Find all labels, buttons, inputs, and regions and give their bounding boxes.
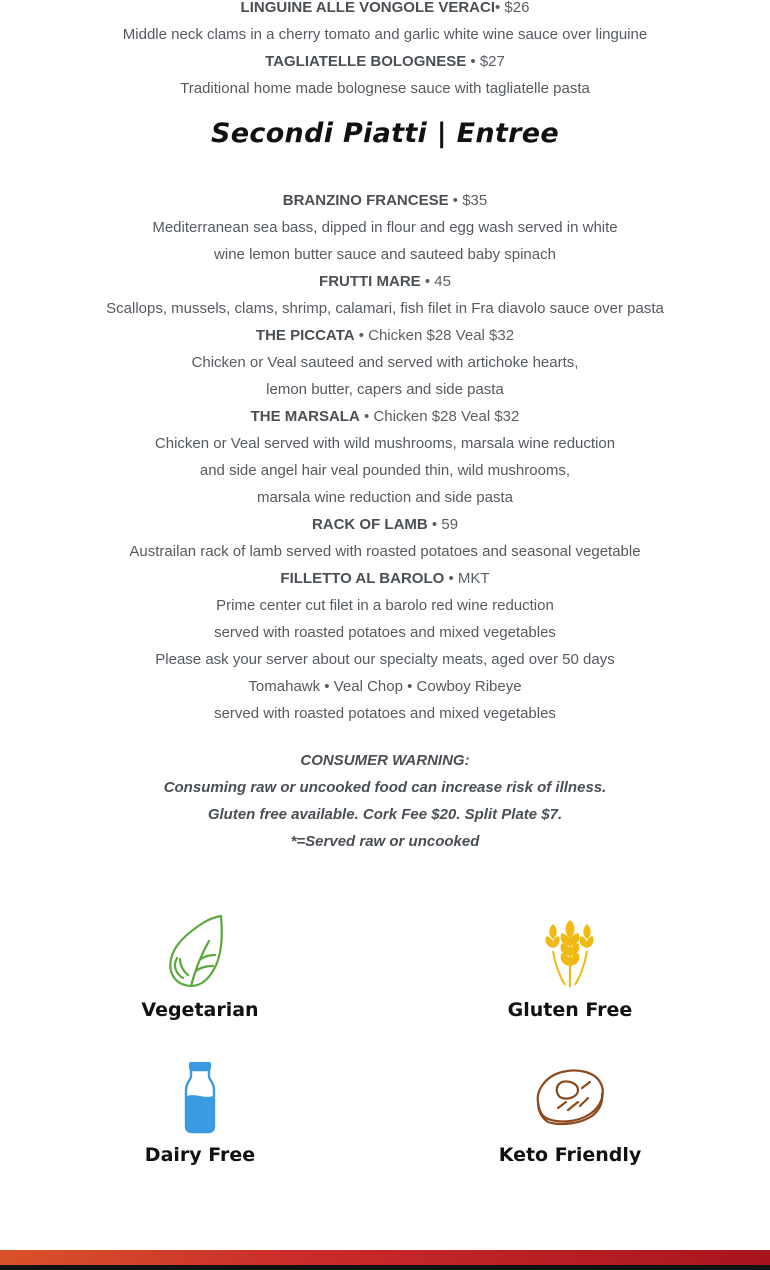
warning-line-raw: Consuming raw or uncooked food can increase risk of illness. <box>163 779 607 796</box>
milk-bottle-icon <box>165 1060 235 1134</box>
dish-name: FRUTTI MARE <box>319 273 421 290</box>
secondi-menu-list <box>0 187 770 727</box>
dish-line <box>0 268 770 295</box>
dish-description: lemon butter, capers and side pasta <box>266 381 504 398</box>
dish-line <box>0 403 770 430</box>
section-title-secondi: Secondi Piatti | Entree <box>211 118 559 149</box>
diet-gluten-free <box>440 915 700 1021</box>
dish-description: Middle neck clams in a cherry tomato and garlic white wine sauce over linguine <box>122 26 648 43</box>
dish-price: • $35 <box>448 192 488 209</box>
steak-icon <box>532 1060 608 1134</box>
dish-price: • Chicken $28 Veal $32 <box>354 327 515 344</box>
consumer-warning <box>0 747 770 855</box>
dish-line <box>0 322 770 349</box>
warning-line-raw-note: *=Served raw or uncooked <box>290 833 480 850</box>
dish-name: THE PICCATA <box>255 327 355 344</box>
dish-description: wine lemon butter sauce and sauteed baby spinach <box>214 246 556 263</box>
dish-name: LINGUINE ALLE VONGOLE VERACI <box>240 0 495 16</box>
dish-description: Traditional home made bolognese sauce with tagliatelle pasta <box>180 80 590 97</box>
dish-description: Chicken or Veal sauteed and served with artichoke hearts, <box>191 354 579 371</box>
diet-label-dairy-free: Dairy Free <box>144 1144 256 1166</box>
dish-description: Austrailan rack of lamb served with roasted potatoes and seasonal vegetable <box>129 543 641 560</box>
dish-description: Please ask your server about our specialty meats, aged over 50 days <box>155 651 615 668</box>
dish-line <box>0 187 770 214</box>
dish-name: FILLETTO AL BAROLO <box>280 570 445 587</box>
dish-price: • 59 <box>427 516 459 533</box>
diet-keto-friendly <box>440 1060 700 1166</box>
dish-description: Tomahawk • Veal Chop • Cowboy Ribeye <box>248 678 522 695</box>
dish-name: RACK OF LAMB <box>311 516 428 533</box>
dish-description: Mediterranean sea bass, dipped in flour and egg wash served in white <box>152 219 618 236</box>
dish-description: served with roasted potatoes and mixed vegetables <box>214 705 556 722</box>
dish-name: BRANZINO FRANCESE <box>282 192 449 209</box>
dish-price: • Chicken $28 Veal $32 <box>359 408 520 425</box>
dish-price: • MKT <box>444 570 490 587</box>
dish-price: • 45 <box>420 273 451 290</box>
wheat-icon <box>535 915 605 989</box>
dish-description: Scallops, mussels, clams, shrimp, calamari, fish filet in Fra diavolo sauce over pasta <box>106 300 664 317</box>
dish-price: • $26 <box>495 0 530 16</box>
dish-description: Prime center cut filet in a barolo red wine reduction <box>216 597 554 614</box>
dish-name: TAGLIATELLE BOLOGNESE <box>265 53 467 70</box>
dish-name: THE MARSALA <box>250 408 360 425</box>
warning-title: CONSUMER WARNING: <box>300 752 470 769</box>
dish-description: and side angel hair veal pounded thin, wild mushrooms, <box>199 462 571 479</box>
warning-line-fees: Gluten free available. Cork Fee $20. Split Plate $7. <box>207 806 563 823</box>
dish-description: served with roasted potatoes and mixed vegetables <box>214 624 556 641</box>
dish-line <box>0 511 770 538</box>
diet-label-keto-friendly: Keto Friendly <box>498 1144 642 1166</box>
dish-description: Chicken or Veal served with wild mushrooms, marsala wine reduction <box>154 435 616 452</box>
diet-label-vegetarian: Vegetarian <box>141 999 259 1021</box>
diet-label-gluten-free: Gluten Free <box>507 999 633 1021</box>
dish-line <box>0 48 770 75</box>
dish-line <box>0 565 770 592</box>
diet-dairy-free <box>70 1060 330 1166</box>
diet-vegetarian <box>70 915 330 1021</box>
dish-description: marsala wine reduction and side pasta <box>257 489 513 506</box>
dish-price: • $27 <box>466 53 505 70</box>
footer-dark-strip <box>0 1265 770 1270</box>
footer-gradient-bar <box>0 1250 770 1265</box>
leaf-icon <box>165 915 235 989</box>
pasta-section-tail <box>0 0 770 102</box>
dish-line <box>0 0 770 21</box>
